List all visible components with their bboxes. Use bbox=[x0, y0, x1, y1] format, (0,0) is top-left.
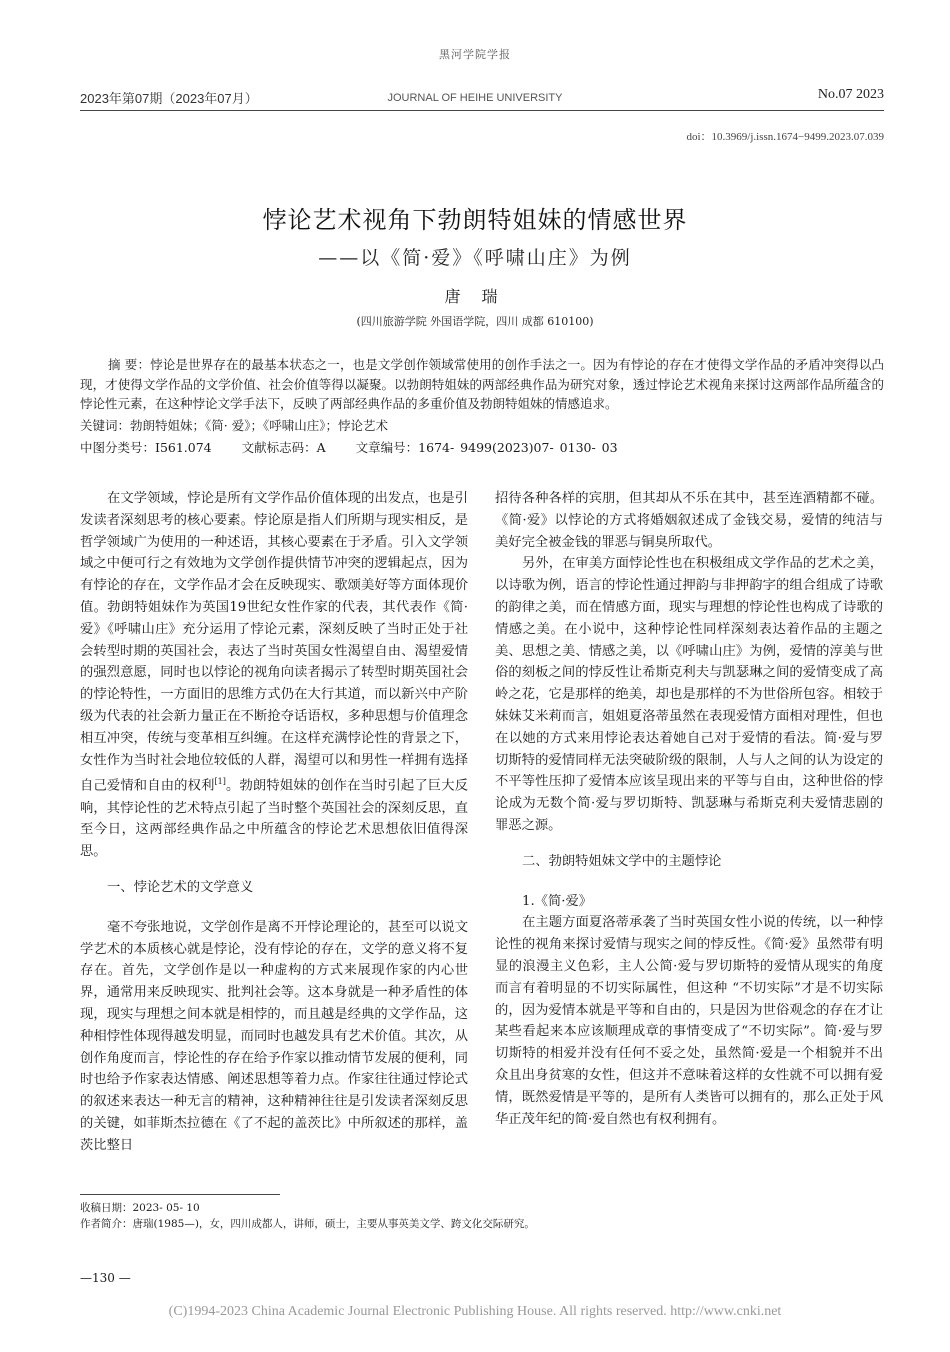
article-title: 悖论艺术视角下勃朗特姐妹的情感世界 bbox=[262, 206, 688, 234]
journal-name-cn: 黑河学院学报 bbox=[439, 49, 511, 61]
document-code: 文献标志码：A bbox=[241, 440, 326, 455]
body-paragraph: 在主题方面夏洛蒂承袭了当时英国女性小说的传统，以一种悖论性的视角来探讨爱情与现实之间的悖反性。《简·爱》虽然带有明显的浪漫主义色彩，主人公简·爱与罗切斯特的爱情从现实的角度而言有着明显的不切实际属性，但这种 “不切实际”才是不切实际的，因为爱情本就是平等和自由的，只是因为世俗观念的存在才让某些看起来本应该顺理成章的事情变成了“不切实际”。简·爱与罗切斯特的相爱并没有任何不妥之处，虽然简·爱是一个相貌并不出众且出身贫寒的女性，但这并不意味着这样的女性就不可以拥有爱情，既然爱情是平等的，是所有人类皆可以拥有的，那么正处于风华正茂年纪的简·爱自然也有权利拥有。 bbox=[495, 915, 883, 1127]
affiliation: (四川旅游学院 外国语学院，四川 成都 610100) bbox=[356, 315, 594, 328]
subsection-heading: 1.《简·爱》 bbox=[522, 893, 593, 909]
body-column-left bbox=[80, 488, 468, 1157]
journal-name-en: JOURNAL OF HEIHE UNIVERSITY bbox=[387, 92, 563, 104]
body-paragraph: 另外，在审美方面悖论性也在积极组成文学作品的艺术之美，以诗歌为例，语言的悖论性通过押韵与非押韵字的组合组成了诗歌的韵律之美，而在情感方面，现实与理想的悖论性也构成了诗歌的情感之美。在小说中，这种悖论性同样深刻表达着作品的主题之美、思想之美、情感之美，以《呼啸山庄》为例，爱情的淳美与世俗的刻板之间的悖反性让希斯克利夫与凯瑟琳之间的爱情变成了高岭之花，它是那样的绝美，却也是那样的不为世俗所包容。相较于妹妹艾米莉而言，姐姐夏洛蒂虽然在表现爱情方面相对理性，但也在以她的方式来用悖论表达着她自己对于爱情的看法。简·爱与罗切斯特的爱情同样无法突破阶级的限制，人与人之间的认为设定的不平等性压抑了爱情本应该呈现出来的平等与自由，这种世俗的悖论成为无数个简·爱与罗切斯特、凯瑟琳与希斯克利夫爱情悲剧的罪恶之源。 bbox=[495, 556, 883, 833]
body-paragraph: 在文学领域，悖论是所有文学作品价值体现的出发点，也是引发读者深刻思考的核心要素。悖论原是指人们所期与现实相反，是哲学领域广为使用的一种述语，其核心要素在于矛盾。引入文学领域之中便可行之有效地为文学创作提供情节冲突的逻辑起点，因为有悖论的存在，文学作品才会在反映现实、歌颂美好等方面体现价值。勃朗特姐妹作为英国19世纪女性作家的代表，其代表作《简·爱》《呼啸山庄》充分运用了悖论元素，深刻反映了当时正处于社会转型时期的英国社会，表达了当时英国女性渴望自由、渴望爱情的强烈意愿，同时也以悖论的视角向读者揭示了转型时期英国社会的悖论特性，一方面旧的思维方式仍在大行其道，而以新兴中产阶级为代表的社会新力量正在不断抢夺话语权，多种思想与价值理念相互冲突，传统与变革相互纠缠。在这样充满悖论性的背景之下，女性作为当时社会地位较低的人群，渴望可以和男性一样拥有选择自己爱情和自由的权利[1]。勃朗特姐妹的创作在当时引起了巨大反响，其悖论性的艺术特点引起了当时整个英国社会的深刻反思，直至今日，这两部经典作品之中所蕴含的悖论艺术思想依旧值得深思。 bbox=[80, 491, 469, 860]
copyright-footer: (C)1994-2023 China Academic Journal Electronic Publishing House. All rights reserved. http://www.cnki.net bbox=[168, 1304, 782, 1319]
keywords: 关键词：勃朗特姐妹；《简· 爱》；《呼啸山庄》；悖论艺术 bbox=[80, 418, 388, 433]
classification-line bbox=[80, 438, 648, 456]
section-heading-2: 二、勃朗特姐妹文学中的主题悖论 bbox=[522, 853, 722, 869]
author: 唐 瑞 bbox=[444, 287, 506, 306]
article-number: 文章编号：1674- 9499(2023)07- 0130- 03 bbox=[355, 440, 618, 455]
body-paragraph: 招待各种各样的宾朋，但其却从不乐在其中，甚至连酒精都不碰。《简·爱》以悖论的方式将婚姻叙述成了金钱交易，爱情的纯洁与美好完全被金钱的罪恶与铜臭所取代。 bbox=[495, 491, 883, 550]
page-number: —130 — bbox=[80, 1271, 131, 1285]
body-paragraph: 毫不夸张地说，文学创作是离不开悖论理论的，甚至可以说文学艺术的本质核心就是悖论，没有悖论的存在，文学的意义将不复存在。首先，文学创作是以一种虚构的方式来展现作家的内心世界，通常用来反映现实、批判社会等。这本身就是一种矛盾性的体现，现实与理想之间本就是相悖的，而且越是经典的文学作品，这种相悖性体现得越发明显，而同时也越发具有艺术价值。其次，从创作角度而言，悖论性的存在给予作家以推动情节发展的便利，同时也给予作家表达情感、阐述思想等着力点。作家往往通过悖论式的叙述来表达一种无言的精神，这种精神往往是引发读者深刻反思的关键，如菲斯杰拉德在《了不起的盖茨比》中所叙述的那样，盖茨比整日 bbox=[80, 919, 468, 1153]
author-bio: 作者简介：唐瑞(1985—)，女，四川成都人，讲师，硕士，主要从事英美文学、跨文化交际研究。 bbox=[80, 1218, 535, 1230]
citation-ref[interactable]: [1] bbox=[214, 777, 226, 787]
abstract: 摘 要：悖论是世界存在的最基本状态之一，也是文学创作领域常使用的创作手法之一。因为有悖论的存在才使得文学作品的矛盾冲突得以凸现，才使得文学作品的文学价值、社会价值等得以凝聚。以勃朗特姐妹的两部经典作品为研究对象，透过悖论艺术视角来探讨这两部作品所蕴含的悖论性元素，在这种悖论文学手法下，反映了两部经典作品的多重价值及勃朗特姐妹的情感追求。 bbox=[80, 357, 884, 411]
doi: doi：10.3969/j.issn.1674−9499.2023.07.039 bbox=[686, 131, 884, 143]
body-column-right bbox=[495, 488, 883, 1130]
issue-info-left: 2023年第07期（2023年07月） bbox=[80, 91, 258, 106]
clc-number: 中图分类号：I561.074 bbox=[80, 440, 212, 455]
section-heading-1: 一、悖论艺术的文学意义 bbox=[107, 879, 254, 895]
article-subtitle: ——以《简·爱》《呼啸山庄》为例 bbox=[318, 247, 632, 269]
received-date: 收稿日期：2023- 05- 10 bbox=[80, 1202, 200, 1214]
header-rule bbox=[80, 110, 884, 111]
issue-info-right: No.07 2023 bbox=[817, 87, 884, 102]
footnote-rule bbox=[80, 1194, 280, 1195]
